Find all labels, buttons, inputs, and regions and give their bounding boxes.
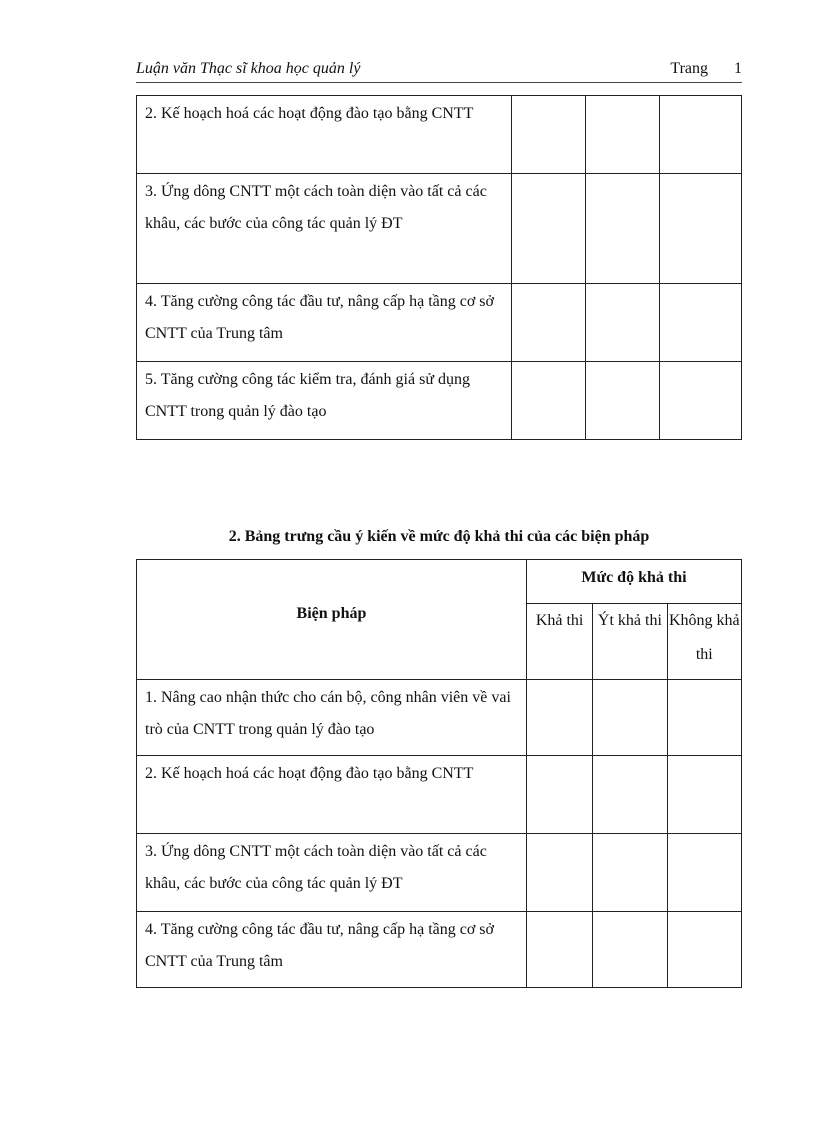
table-row [137,756,742,834]
answer-cell [667,680,741,756]
table-row [137,680,742,756]
answer-cell [526,834,592,912]
feasibility-table [136,559,742,988]
answer-cell [659,174,741,284]
table-row [137,96,742,174]
document-title: Luận văn Thạc sĩ khoa học quản lý [136,60,361,77]
survey-table-1 [136,95,742,440]
measure-cell: 5. Tăng cường công tác kiểm tra, đánh giá sử dụng CNTT trong quản lý đào tạo [137,362,512,440]
answer-cell [667,912,741,988]
answer-cell [667,756,741,834]
measure-cell: 4. Tăng cường công tác đầu tư, nâng cấp hạ tầng cơ sở CNTT của Trung tâm [137,284,512,362]
answer-cell [593,756,667,834]
answer-cell [585,174,659,284]
answer-cell [593,680,667,756]
answer-cell [667,834,741,912]
measure-cell: 2. Kế hoạch hoá các hoạt động đào tạo bằng CNTT [137,96,512,174]
measure-cell: 1. Nâng cao nhận thức cho cán bộ, công nhân viên về vai trò của CNTT trong quản lý đào tạo [137,680,527,756]
table-row [137,174,742,284]
subheader-it-kha-thi: Ýt khả thi [593,604,667,680]
answer-cell [526,680,592,756]
page-number: 1 [734,60,742,77]
answer-cell [526,912,592,988]
answer-cell [659,284,741,362]
measure-cell: 4. Tăng cường công tác đầu tư, nâng cấp hạ tầng cơ sở CNTT của Trung tâm [137,912,527,988]
answer-cell [511,284,585,362]
answer-cell [585,284,659,362]
table-row [137,834,742,912]
column-header-bien-phap: Biện pháp [137,560,527,680]
page-header [136,58,742,83]
answer-cell [659,96,741,174]
page-label: Trang [670,60,708,77]
answer-cell [511,362,585,440]
measure-cell: 3. Ứng dông CNTT một cách toàn diện vào tất cả các khâu, các bước của công tác quản lý ĐT [137,174,512,284]
measure-cell: 2. Kế hoạch hoá các hoạt động đào tạo bằng CNTT [137,756,527,834]
subheader-kha-thi: Khả thi [526,604,592,680]
table-header-row [137,560,742,604]
table-row [137,284,742,362]
section-title: 2. Bảng trưng cầu ý kiến về mức độ khả thi của các biện pháp [228,528,650,545]
answer-cell [593,912,667,988]
answer-cell [593,834,667,912]
page-indicator [670,60,742,78]
subheader-khong-kha-thi: Không khả thi [667,604,741,680]
table-row [137,912,742,988]
answer-cell [659,362,741,440]
answer-cell [585,362,659,440]
table-row [137,362,742,440]
answer-cell [585,96,659,174]
measure-cell: 3. Ứng dông CNTT một cách toàn diện vào tất cả các khâu, các bước của công tác quản lý ĐT [137,834,527,912]
answer-cell [511,174,585,284]
answer-cell [526,756,592,834]
column-header-muc-do: Mức độ khả thi [526,560,741,604]
answer-cell [511,96,585,174]
